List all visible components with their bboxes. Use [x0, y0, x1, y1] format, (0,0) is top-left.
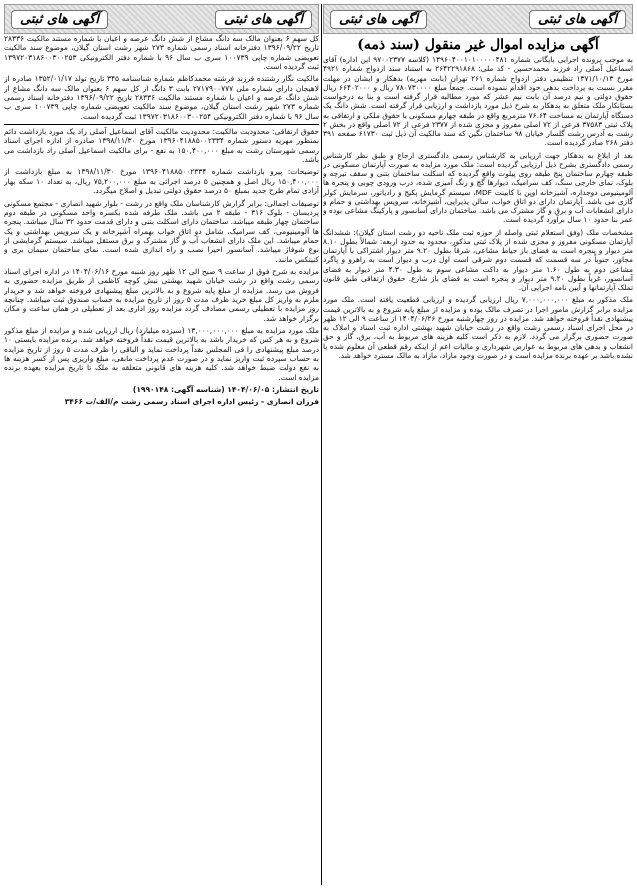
notice-paragraph: ملک مورد مزایده به مبلغ ۱۳,۰۰۰,۰۰۰,۰۰۰ (سیزده میلیارد) ریال ارزیابی شده و مزایده از مبلغ مذکور شروع و به هر کس که خریدار باشد به بالاترین قیمت نقداً فروخته خواهد شد. برنده مزایده بایستی ۱۰ درصد مبلغ پیشنهادی را فی المجلس نقداً پرداخت نماید و الباقی را ظرف مدت ۵ روز از تاریخ مزایده به حساب سپرده ثبت واریز نماید و در صورت عدم پرداخت مابقی، مبلغ واریزی پس از کسر هزینه ها به نفع دولت ضبط خواهد شد. کلیه هزینه های قانونی متعلقه به ملک تا تاریخ مزایده بعهده برنده مزایده است.: [4, 325, 319, 382]
notice-paragraph: حقوق ارتفاقی: محدودیت مالکیت: محدودیت مالکیت آقای اسماعیل آصلی راد یک مورد بازداشت دائم بمنظور مهریه دستور شماره ۱۳۹۶۰۴۱۸۸۵۰۰۲۳۳۴ مورخ ۱۳۹۸/۱۱/۳۰ صادره از اداره اجرای اسناد رسمی شهرستان رشت به مبلغ ۱۵۰,۴۰۰,۰۰۰ به نفع - برای مالکیت اسماعیل آصلی راد بازداشت می باشد.: [4, 124, 319, 164]
notice-title: آگهی مزایده اموال غیر منقول (سند ذمه): [357, 37, 599, 53]
notice-paragraph: مالکیت نگار رشتنده فرزند فرشته محمدکاظم شماره شناسنامه ۳۴۵ تاریخ تولد ۱۳۵۲/۰۱/۱۷ صادره از لاهیجان دارای شماره ملی ۲۷۱۷۹۰۰۷۷۷ بابت ۳ دانگ از کل سهم ۶ بعنوان مالک سه دانگ مشاع از شش دانگ عرصه و اعیان با شماره مستند مالکیت ۲۸۳۳۶ تاریخ ۱۳۹۶/۰۹/۲۲ دفترخانه اسناد رسمی شماره ۲۷۳ شهر رشت استان گیلان، موضوع سند مالکیت تعویضی شماره چاپی ۱۰۰۷۳۹ سری ب سال ۹۶ با شماره دفتر الکترونیکی ۱۳۹۷۲۰۳۱۸۶۰۰۳۰۰۲۵۴ ثبت گردیده است.: [4, 74, 319, 121]
notice-paragraph: توصیفات اجمالی: برابر گزارش کارشناسان ملک واقع در رشت - بلوار شهید انصاری - مجتمع مسکونی پردیسان - بلوک ۳۱۶ - طبقه ۲ می باشد. ملک طرفه شده بکسره واحد مسکونی در طبقه دوم ساختمان چهار طبقه میباشد. ساختمان دارای اسکلت بتنی و دارای قدمت حدود ۳۲ سال میباشد. پنجره ها آلومینیومی، کف سرامیک، شامل دو اتاق خواب بهمراه آشپزخانه و یک سرویس بهداشتی و یک حمام میباشد. این ملک دارای انشعاب آب و گاز مشترک و برق مستقل میباشد. سیستم گرمایشی از نوع شوفاژ میباشد. آسانسور احیرا نصب و راه اندازی شده است. نمای ساختمان سیمان بری و کنیتکس مانند.: [4, 198, 319, 264]
notice-paragraph: مزایده به شرح فوق از ساعت ۹ صبح الی ۱۲ ظهر روز شنبه مورخ ۱۴۰۴/۰۶/۱۶ در اداره اجرای اسناد رسمی رشت واقع در رشت خیابان شهید بهشتی نبش کوچه کاظمی از طریق مزایده حضوری به فروش می رسد. مزایده از مبلغ پایه شروع و به بالاترین مبلغ پیشنهادی فروخته خواهد شد و خریدار ملزم به واریز کل مبلغ خرید ظرف مدت ۵ روز از تاریخ مزایده به حساب صندوق ثبت میباشد. چنانچه روز مزایده با تعطیلی رسمی مصادف گردد مزایده روز اداری بعد از تعطیلی در همان ساعت و مکان برگزار خواهد شد.: [4, 266, 319, 323]
banner-label-secondary: آگهی های ثبتی: [11, 10, 108, 29]
banner-label: آگهی های ثبتی: [529, 10, 626, 29]
signature-line: فرزان انصاری - رئیس اداره اجرای اسناد رسمی رشت م/الف/ت ۳۴۶۶: [64, 397, 319, 407]
notice-paragraph: به موجب پرونده اجرایی بایگانی شماره ۱۳۹۶۰۴۰۰۱۰۱۰۰۰۰۰۴۸۱ (کلاسه ۹۷۰۰۲۳۷۷ این اداره) آقای اسماعیل آصلی راد فرزند محمدحسین - کد ملی: ۲۶۴۲۲۹۱۸۶۸ به استناد سند ازدواج شماره ۴۹۲۱ مورخ ۱۳۷۱/۱۰/۱۳ تنظیمی دفتر ازدواج شماره ۲۶۱ تهران (بابت مهریه) بدهکار و ایشان در مهلت مقرر نسبت به پرداخت بدهی خود اقدام ننموده است. جمعاً مبلغ ۷۸۰۷۳۰۰۰۰ ریال و ۶۶۴۰۲۰۰۰ ریال حقوق دولتی و نیم درصد آن بابت نیم عشر که مورد مطالبه قرار گرفته است و بنا به درخواست بستانکار ملک متعلق به بدهکار به شرح ذیل مورد بازداشت و ارزیابی قرار گرفته است. شش دانگ یک دستگاه آپارتمان به مساحت ۷۶.۶۴ مترمربع واقع در طبقه چهارم مسکونی با حقوق ملکی و ارتفاقی به پلاک ثبتی ۳۷۵۸۳ فرعی از ۷۲ اصلی مفروز و مجزی شده از ۲۳۷۷ فرعی از ۷۲ اصلی واقع در بخش ۲ رشت به آدرس رشت گلسار خیابان ۹۸ ساختمان نگین که سند مالکیت آن ذیل ثبت ۶۱۷۳۰ صفحه ۳۹۱ دفتر ۲۶۸ صادر گردیده است.: [323, 55, 633, 148]
column-divider: [321, 4, 322, 885]
notice-paragraph: بعد از ابلاغ به بدهکار جهت ارزیابی به کارشناس رسمی دادگستری ارجاع و طبق نظر کارشناس رسمی دادگستری بشرح ذیل ارزیابی گردیده است: ملک مورد مزایده به صورت آپارتمان مسکونی در طبقه چهارم ساختمان پنج طبقه روی پیلوت واقع گردیده که اسکلت ساختمان بتنی و سقف تیرچه و بلوک، نمای خارجی سنگ، کف سرامیک، دیوارها گچ و رنگ آمیزی شده، درب ورودی چوبی و پنجره ها آلومینیومی دوجداره، آشپزخانه اوپن با کابینت MDF، سیستم گرمایش پکیج و رادیاتور، سرمایش کولر گازی می باشد. آپارتمان دارای دو اتاق خواب، سالن پذیرایی، آشپزخانه، سرویس بهداشتی و حمام و دارای انشعابات آب و برق و گاز مشترک می باشد. ساختمان دارای آسانسور و پارکینگ مشاعی بوده و عمر بنا حدود ۱۰ سال برآورد گردیده است.: [323, 150, 633, 225]
right-column: [323, 4, 633, 885]
notice-paragraph: کل سهم ۶ بعنوان مالک سه دانگ مشاع از شش دانگ عرصه و اعیان با شماره مستند مالکیت ۲۸۳۳۶ تاریخ ۱۳۹۶/۰۹/۲۲ دفترخانه اسناد رسمی شماره ۲۷۳ شهر رشت استان گیلان، موضوع سند مالکیت تعویضی شماره چاپی ۱۰۰۷۳۹ سری ب سال ۹۶ با شماره دفتر الکترونیکی ۱۳۹۷۲۰۳۱۸۶۰۰۳۰۰۲۵۳ ثبت گردیده است.: [4, 34, 319, 72]
section-banner: [4, 4, 319, 34]
notice-paragraph: مشخصات ملک (وفق استعلام ثبتی واصله از حوزه ثبت ملک ناحیه دو رشت استان گیلان): ششدانگ آپارتمان مسکونی مفروز و مجزی شده از پلاک ثبتی مذکور، محدود به حدود اربعه: شمالاً بطول ۸.۱۰ متر دیوار و پنجره است به فضای باز حیاط مشاعی، شرقاً بطول ۹.۲۰ متر دیوار اشتراکی با آپارتمان مجاور، جنوباً در سه قسمت که قسمت دوم شرقی است اول درب و دیوار است به راهرو و پاگرد مشاعی دوم به طول ۱.۶۰ متر دیوار به داکت مشاعی سوم به طول ۴.۳۰ متر دیوار به فضای آسانسور، غرباً بطول ۹.۲۰ متر دیوار و پنجره است به فضای باز شارع. حقوق ارتفاقی طبق قانون تملک آپارتمانها و آیین نامه اجرایی آن.: [323, 227, 633, 292]
publication-date: تاریخ انتشار: ۱۴۰۴/۰۶/۰۵ (شناسه آگهی: ۱۹۹۰۱۴۸): [132, 385, 319, 395]
notice-paragraph: توضیحات: پیرو بازداشت شماره ۱۳۹۶۰۴۱۸۸۵۰۰۲۳۳۴ مورخ ۱۳۹۸/۱۱/۳۰ به مبلغ بازداشت از ۱۵۰,۴۰۰,۰۰۰ ریال اصل و همچنین ۵ درصد اجرائی به مبلغ ۷۵,۲۰۰,۰۰۰ ریال، به تعداد ۱۰ سکه بهار آزادی تمام طرح جدید بمبلغ ۵۰ درصد حقوق دولتی تبدیل و اصلاح میگردد.: [4, 167, 319, 196]
banner-label: آگهی های ثبتی: [215, 10, 312, 29]
left-column: [4, 4, 319, 885]
banner-label-secondary: آگهی های ثبتی: [330, 10, 427, 29]
section-banner: [323, 4, 633, 34]
notice-paragraph: ملک مذکور به مبلغ ۷,۰۰۰,۰۰۰,۰۰۰ ریال ارزیابی گردیده و ارزیابی قطعیت یافته است. ملک مورد مزایده برابر گزارش مامور اجرا در تصرف مالک بوده و مزایده از مبلغ پایه شروع و به بالاترین قیمت پیشنهادی نقداً فروخته خواهد شد. مزایده در روز چهارشنبه مورخ ۱۴۰۴/۰۶/۲۶ از ساعت ۹ الی ۱۲ ظهر در محل اجرای اسناد رسمی رشت واقع در رشت خیابان شهید بهشتی اداره ثبت اسناد و املاک به صورت حضوری برگزار می گردد. لازم به ذکر است کلیه هزینه های مربوط به آب، برق، گاز و حق انشعاب و بدهی های مربوط به عوارض شهرداری و مالیات اعم از اینکه رقم قطعی آن معلوم شده یا نشده باشد بر عهده برنده مزایده است و در صورت وجود مازاد، مازاد به مالک مسترد خواهد شد.: [323, 295, 633, 360]
